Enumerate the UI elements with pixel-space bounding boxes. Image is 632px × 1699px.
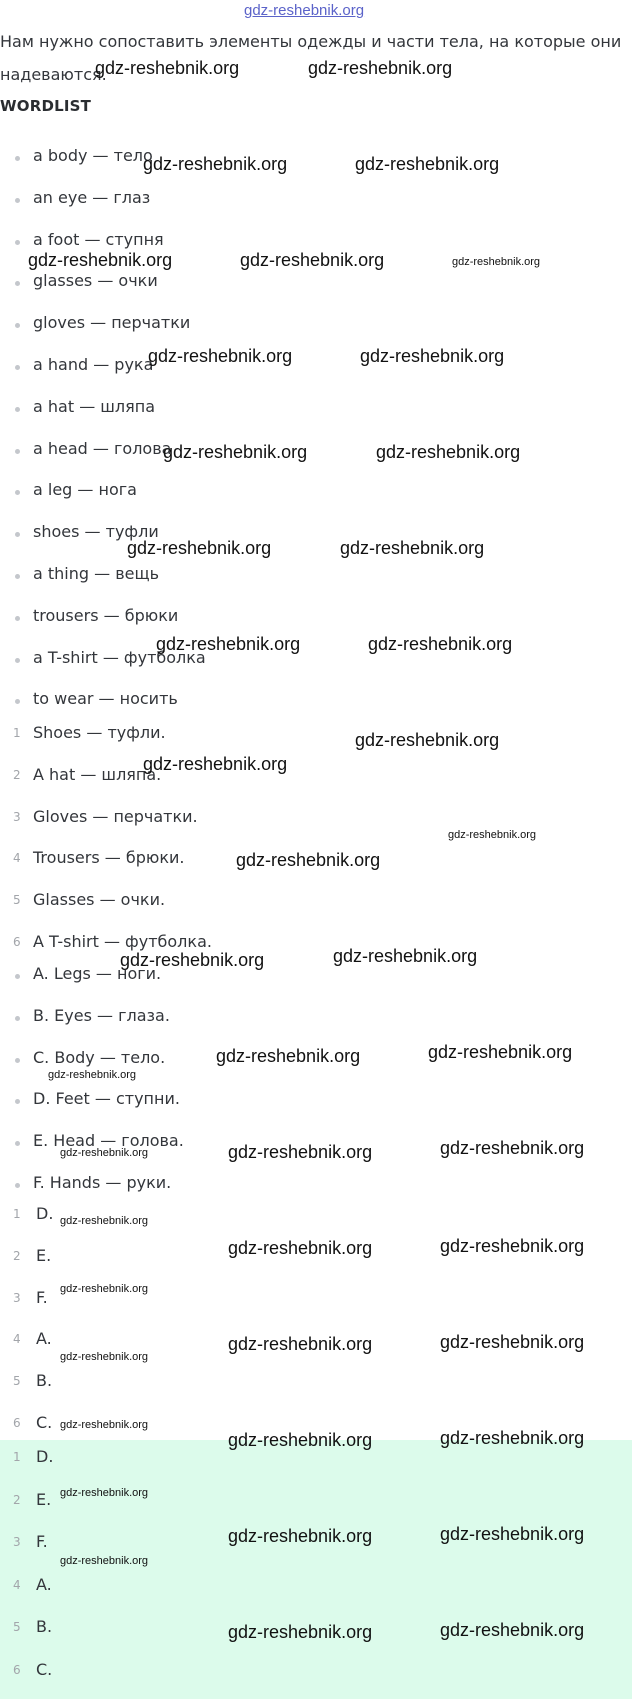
answer-number: 2 [13, 1248, 21, 1263]
answer-letter: B. [36, 1371, 53, 1391]
bullet-icon [15, 1141, 20, 1146]
watermark: gdz-reshebnik.org [48, 1069, 137, 1081]
watermark: gdz-reshebnik.org [228, 1622, 373, 1642]
answer-number: 6 [13, 1416, 21, 1430]
watermark: gdz-reshebnik.org [360, 346, 505, 366]
bullet-icon [15, 240, 20, 245]
watermark: gdz-reshebnik.org [127, 538, 272, 558]
list-number: 1 [13, 726, 21, 740]
watermark: gdz-reshebnik.org [440, 1236, 585, 1256]
wordlist-item: a thing — вещь [33, 564, 159, 583]
answer-letter: B. [36, 1617, 53, 1637]
watermark: gdz-reshebnik.org [368, 634, 513, 654]
bullet-icon [15, 574, 20, 579]
watermark: gdz-reshebnik.org [440, 1428, 585, 1448]
wordlist-item: a body — тело [33, 146, 153, 165]
watermark: gdz-reshebnik.org [228, 1526, 373, 1546]
body-part-item: F. Hands — руки. [33, 1173, 172, 1192]
wordlist-item: a foot — ступня [33, 229, 164, 249]
watermark: gdz-reshebnik.org [228, 1430, 373, 1450]
answer-number: 1 [13, 1207, 21, 1221]
wordlist-item: a T-shirt — футболка [33, 647, 206, 667]
watermark: gdz-reshebnik.org [60, 1147, 149, 1159]
answer-number: 2 [13, 1492, 21, 1507]
list-number: 2 [13, 767, 21, 782]
bullet-icon [15, 1183, 20, 1188]
answer-number: 4 [13, 1577, 21, 1592]
watermark: gdz-reshebnik.org [440, 1138, 585, 1158]
clothes-item: A hat — шляпа. [33, 764, 162, 784]
bullet-icon [15, 407, 20, 412]
bullet-icon [15, 365, 20, 370]
watermark: gdz-reshebnik.org [60, 1487, 149, 1499]
watermark: gdz-reshebnik.org [120, 950, 265, 970]
body-part-item: C. Body — тело. [33, 1047, 166, 1067]
wordlist-item: a hat — шляпа [33, 396, 156, 416]
bullet-icon [15, 323, 20, 328]
bullet-icon [15, 532, 20, 537]
answer-number: 1 [13, 1450, 21, 1464]
wordlist-item: gloves — перчатки [33, 313, 191, 333]
bullet-icon [15, 490, 20, 495]
clothes-item: Gloves — перчатки. [33, 806, 198, 826]
watermark: gdz-reshebnik.org [28, 250, 173, 270]
watermark: gdz-reshebnik.org [156, 634, 301, 654]
watermark: gdz-reshebnik.org [60, 1419, 149, 1431]
watermark: gdz-reshebnik.org [448, 829, 537, 841]
answer-letter: A. [36, 1329, 52, 1349]
bullet-icon [15, 1058, 20, 1063]
watermark: gdz-reshebnik.org [440, 1332, 585, 1352]
watermark: gdz-reshebnik.org [148, 346, 293, 366]
watermark: gdz-reshebnik.org [308, 58, 453, 78]
bullet-icon [15, 1099, 20, 1104]
answer-letter: D. [36, 1447, 54, 1466]
answer-number: 3 [13, 1535, 21, 1550]
body-part-item: A. Legs — ноги. [33, 964, 162, 983]
watermark: gdz-reshebnik.org [228, 1334, 373, 1354]
watermark: gdz-reshebnik.org [428, 1042, 573, 1062]
body-part-item: D. Feet — ступни. [33, 1089, 180, 1109]
intro-line-1: Нам нужно сопоставить элементы одежды и части тела, на которые они [0, 32, 622, 51]
answer-number: 4 [13, 1332, 21, 1347]
watermark: gdz-reshebnik.org [60, 1351, 149, 1363]
wordlist-item: shoes — туфли [33, 522, 159, 542]
watermark: gdz-reshebnik.org [240, 250, 385, 270]
answer-letter: C. [36, 1660, 53, 1679]
answer-number: 3 [13, 1290, 21, 1305]
clothes-item: A T-shirt — футболка. [33, 932, 212, 951]
body-part-item: E. Head — голова. [33, 1131, 184, 1151]
answer-letter: E. [36, 1245, 52, 1265]
watermark: gdz-reshebnik.org [143, 754, 288, 774]
watermark: gdz-reshebnik.org [355, 154, 500, 174]
list-number: 3 [13, 809, 21, 824]
bullet-icon [15, 156, 20, 161]
wordlist-item: a head — голова [33, 438, 172, 458]
bullet-icon [15, 974, 20, 979]
wordlist-item: to wear — носить [33, 689, 178, 709]
bullet-icon [15, 616, 20, 621]
watermark: gdz-reshebnik.org [228, 1238, 373, 1258]
clothes-item: Glasses — очки. [33, 890, 166, 910]
intro-line-2: надеваются. [0, 65, 107, 84]
watermark: gdz-reshebnik.org [60, 1215, 149, 1227]
bullet-icon [15, 658, 20, 663]
wordlist-item: trousers — брюки [33, 605, 179, 625]
watermark: gdz-reshebnik.org [216, 1046, 361, 1066]
watermark: gdz-reshebnik.org [60, 1283, 149, 1295]
watermark: gdz-reshebnik.org [163, 442, 308, 462]
answer-number: 6 [13, 1663, 21, 1677]
answer-letter: A. [36, 1574, 52, 1594]
bullet-icon [15, 449, 20, 454]
clothes-item: Shoes — туфли. [33, 723, 166, 742]
wordlist-item: a hand — рука [33, 355, 154, 374]
answer-letter: C. [36, 1413, 53, 1432]
watermark: gdz-reshebnik.org [452, 256, 541, 268]
wordlist-item: a leg — нога [33, 480, 137, 500]
clothes-item: Trousers — брюки. [33, 848, 185, 868]
answer-number: 5 [13, 1374, 21, 1389]
body-part-item: B. Eyes — глаза. [33, 1005, 170, 1025]
list-number: 4 [13, 851, 21, 866]
answer-number: 5 [13, 1620, 21, 1635]
list-number: 5 [13, 893, 21, 908]
highlighted-answer-panel [0, 1440, 632, 1699]
watermark: gdz-reshebnik.org [376, 442, 521, 462]
wordlist-heading: WORDLIST [0, 97, 92, 115]
bullet-icon [15, 281, 20, 286]
answer-letter: F. [36, 1532, 48, 1552]
bullet-icon [15, 699, 20, 704]
answer-letter: E. [36, 1489, 52, 1509]
answer-letter: D. [36, 1204, 54, 1223]
watermark: gdz-reshebnik.org [228, 1142, 373, 1162]
list-number: 6 [13, 935, 21, 949]
wordlist-item: glasses — очки [33, 271, 158, 291]
watermark: gdz-reshebnik.org [60, 1555, 149, 1567]
watermark: gdz-reshebnik.org [440, 1620, 585, 1640]
watermark: gdz-reshebnik.org [143, 154, 288, 174]
watermark: gdz-reshebnik.org [95, 58, 240, 78]
bullet-icon [15, 198, 20, 203]
watermark: gdz-reshebnik.org [355, 730, 500, 750]
bullet-icon [15, 1016, 20, 1021]
wordlist-item: an eye — глаз [33, 187, 151, 207]
watermark: gdz-reshebnik.org [340, 538, 485, 558]
watermark: gdz-reshebnik.org [440, 1524, 585, 1544]
site-link[interactable]: gdz-reshebnik.org [244, 2, 365, 19]
watermark: gdz-reshebnik.org [333, 946, 478, 966]
watermark: gdz-reshebnik.org [236, 850, 381, 870]
answer-letter: F. [36, 1287, 48, 1307]
